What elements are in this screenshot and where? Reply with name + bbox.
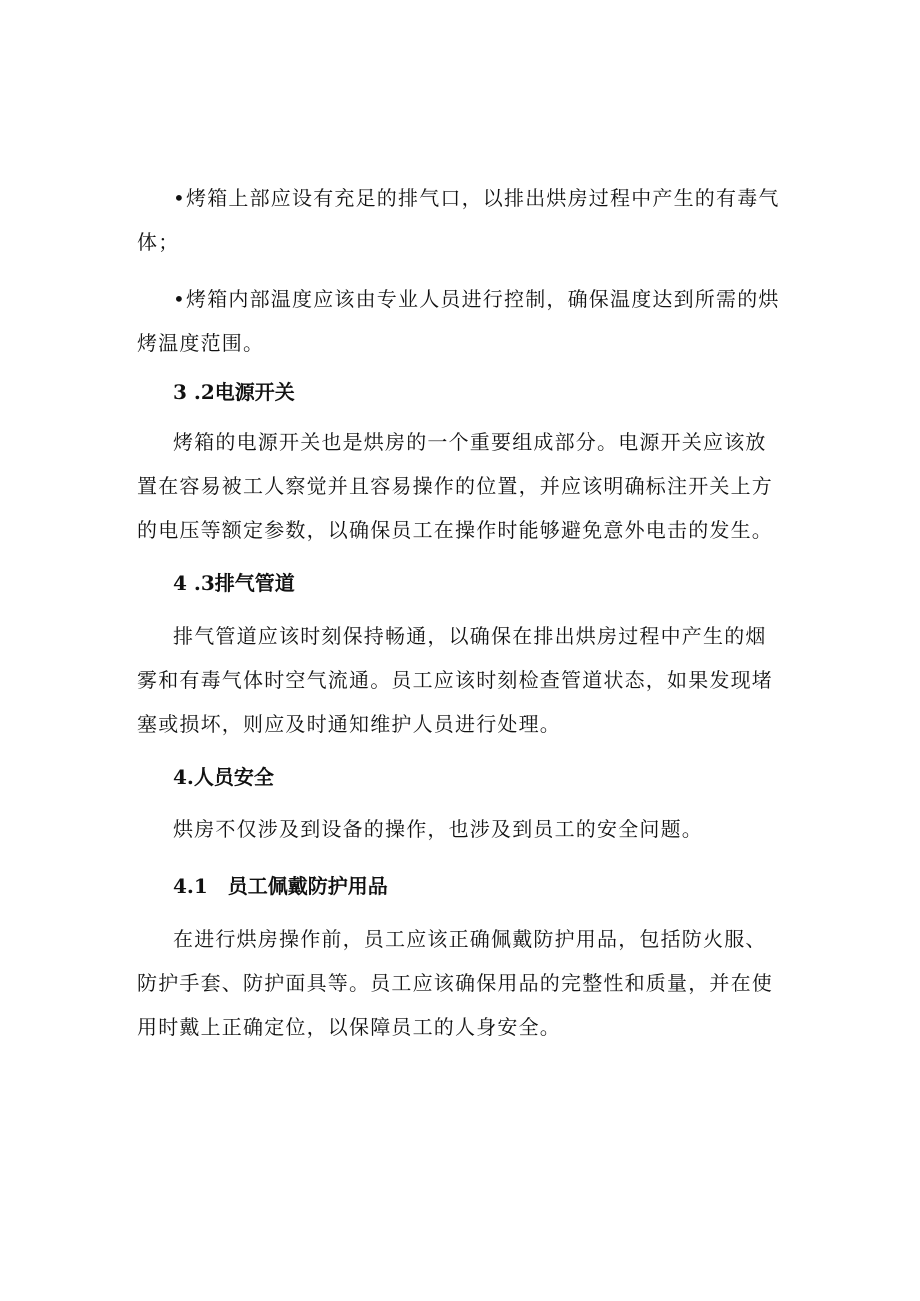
paragraph-personnel-safety: 烘房不仅涉及到设备的操作，也涉及到员工的安全问题。: [173, 817, 703, 841]
heading-personnel-safety: 4.人员安全: [173, 765, 274, 789]
paragraph-protective-equipment: 在进行烘房操作前，员工应该正确佩戴防护用品，包括防火服、防护手套、防护面具等。员工应该确保用品的完整性和质量，并在使用时戴上正确定位，以保障员工的人身安全。: [137, 927, 773, 1039]
paragraph-exhaust-duct: 排气管道应该时刻保持畅通，以确保在排出烘房过程中产生的烟雾和有毒气体时空气流通。员工应该时刻检查管道状态，如果发现堵塞或损坏，则应及时通知维护人员进行处理。: [137, 624, 773, 736]
paragraph-power-switch: 烤箱的电源开关也是烘房的一个重要组成部分。电源开关应该放置在容易被工人察觉并且容易操作的位置，并应该明确标注开关上方的电压等额定参数，以确保员工在操作时能够避免意外电击的发生。: [137, 430, 773, 542]
heading-protective-equipment: 4.1 员工佩戴防护用品: [173, 874, 388, 898]
heading-power-switch: 3 .2电源开关: [173, 380, 295, 404]
bullet-temperature-control: •烤箱内部温度应该由专业人员进行控制，确保温度达到所需的烘烤温度范围。: [137, 287, 780, 355]
heading-exhaust-duct: 4 .3排气管道: [173, 571, 295, 595]
bullet-exhaust-vents: •烤箱上部应设有充足的排气口，以排出烘房过程中产生的有毒气体；: [137, 186, 780, 254]
